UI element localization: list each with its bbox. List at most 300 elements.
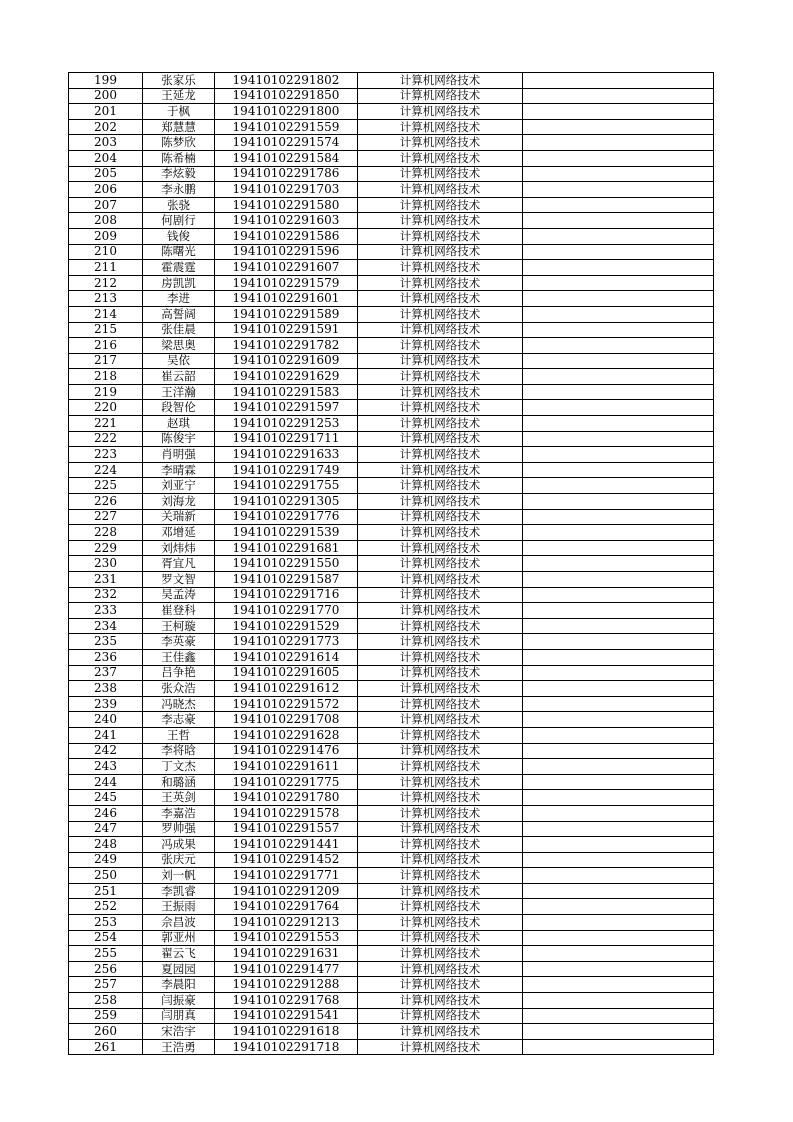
note-cell: [523, 431, 714, 447]
note-cell: [523, 88, 714, 104]
student-id-cell: 19410102291755: [215, 478, 358, 494]
student-id-cell: 19410102291631: [215, 946, 358, 962]
major-cell: 计算机网络技术: [358, 634, 523, 650]
student-name-cell: 陈俊宇: [143, 431, 215, 447]
student-id-cell: 19410102291589: [215, 306, 358, 322]
row-number-cell: 245: [69, 790, 143, 806]
student-name-cell: 陈曙光: [143, 244, 215, 260]
major-cell: 计算机网络技术: [358, 353, 523, 369]
student-id-cell: 19410102291800: [215, 104, 358, 120]
row-number-cell: 257: [69, 977, 143, 993]
major-cell: 计算机网络技术: [358, 135, 523, 151]
note-cell: [523, 1039, 714, 1055]
student-name-cell: 张家乐: [143, 73, 215, 89]
student-name-cell: 王哲: [143, 727, 215, 743]
table-row: [69, 821, 714, 837]
student-id-cell: 19410102291782: [215, 338, 358, 354]
student-id-cell: 19410102291305: [215, 494, 358, 510]
student-name-cell: 闫振豪: [143, 993, 215, 1009]
table-row: [69, 852, 714, 868]
table-row: [69, 338, 714, 354]
table-row: [69, 119, 714, 135]
student-id-cell: 19410102291681: [215, 540, 358, 556]
table-row: [69, 447, 714, 463]
table-row: [69, 353, 714, 369]
row-number-cell: 218: [69, 369, 143, 385]
note-cell: [523, 681, 714, 697]
student-name-cell: 丁文杰: [143, 759, 215, 775]
note-cell: [523, 291, 714, 307]
student-id-cell: 19410102291572: [215, 696, 358, 712]
table-row: [69, 88, 714, 104]
table-row: [69, 540, 714, 556]
student-name-cell: 崔登科: [143, 603, 215, 619]
major-cell: 计算机网络技术: [358, 993, 523, 1009]
row-number-cell: 240: [69, 712, 143, 728]
row-number-cell: 248: [69, 837, 143, 853]
table-row: [69, 478, 714, 494]
student-name-cell: 陈梦欣: [143, 135, 215, 151]
row-number-cell: 244: [69, 774, 143, 790]
table-row: [69, 868, 714, 884]
table-row: [69, 213, 714, 229]
major-cell: 计算机网络技术: [358, 587, 523, 603]
row-number-cell: 204: [69, 150, 143, 166]
table-row: [69, 665, 714, 681]
student-id-cell: 19410102291209: [215, 883, 358, 899]
table-row: [69, 727, 714, 743]
note-cell: [523, 946, 714, 962]
row-number-cell: 212: [69, 275, 143, 291]
note-cell: [523, 338, 714, 354]
note-cell: [523, 743, 714, 759]
major-cell: 计算机网络技术: [358, 977, 523, 993]
note-cell: [523, 244, 714, 260]
table-row: [69, 260, 714, 276]
row-number-cell: 241: [69, 727, 143, 743]
note-cell: [523, 993, 714, 1009]
major-cell: 计算机网络技术: [358, 821, 523, 837]
student-id-cell: 19410102291703: [215, 182, 358, 198]
note-cell: [523, 556, 714, 572]
row-number-cell: 237: [69, 665, 143, 681]
major-cell: 计算机网络技术: [358, 665, 523, 681]
student-id-cell: 19410102291614: [215, 649, 358, 665]
student-id-cell: 19410102291611: [215, 759, 358, 775]
table-row: [69, 166, 714, 182]
note-cell: [523, 1024, 714, 1040]
row-number-cell: 202: [69, 119, 143, 135]
note-cell: [523, 930, 714, 946]
major-cell: 计算机网络技术: [358, 119, 523, 135]
row-number-cell: 214: [69, 306, 143, 322]
student-name-cell: 李晨阳: [143, 977, 215, 993]
note-cell: [523, 540, 714, 556]
note-cell: [523, 306, 714, 322]
student-id-cell: 19410102291541: [215, 1008, 358, 1024]
table-row: [69, 993, 714, 1009]
student-id-cell: 19410102291770: [215, 603, 358, 619]
student-name-cell: 于枫: [143, 104, 215, 120]
student-id-cell: 19410102291253: [215, 416, 358, 432]
note-cell: [523, 462, 714, 478]
row-number-cell: 258: [69, 993, 143, 1009]
student-name-cell: 王洋瀚: [143, 384, 215, 400]
row-number-cell: 260: [69, 1024, 143, 1040]
major-cell: 计算机网络技术: [358, 338, 523, 354]
note-cell: [523, 618, 714, 634]
major-cell: 计算机网络技术: [358, 837, 523, 853]
table-row: [69, 759, 714, 775]
note-cell: [523, 447, 714, 463]
row-number-cell: 213: [69, 291, 143, 307]
row-number-cell: 223: [69, 447, 143, 463]
table-row: [69, 961, 714, 977]
major-cell: 计算机网络技术: [358, 759, 523, 775]
student-id-cell: 19410102291607: [215, 260, 358, 276]
student-name-cell: 李进: [143, 291, 215, 307]
student-name-cell: 段智伦: [143, 400, 215, 416]
row-number-cell: 220: [69, 400, 143, 416]
student-name-cell: 王柯璇: [143, 618, 215, 634]
note-cell: [523, 759, 714, 775]
student-id-cell: 19410102291596: [215, 244, 358, 260]
note-cell: [523, 369, 714, 385]
student-id-cell: 19410102291601: [215, 291, 358, 307]
note-cell: [523, 213, 714, 229]
student-id-cell: 19410102291578: [215, 805, 358, 821]
major-cell: 计算机网络技术: [358, 618, 523, 634]
row-number-cell: 227: [69, 509, 143, 525]
student-id-cell: 19410102291559: [215, 119, 358, 135]
major-cell: 计算机网络技术: [358, 322, 523, 338]
major-cell: 计算机网络技术: [358, 556, 523, 572]
row-number-cell: 211: [69, 260, 143, 276]
note-cell: [523, 634, 714, 650]
student-id-cell: 19410102291213: [215, 915, 358, 931]
row-number-cell: 210: [69, 244, 143, 260]
student-id-cell: 19410102291802: [215, 73, 358, 89]
major-cell: 计算机网络技术: [358, 712, 523, 728]
student-id-cell: 19410102291771: [215, 868, 358, 884]
table-row: [69, 322, 714, 338]
row-number-cell: 253: [69, 915, 143, 931]
table-row: [69, 244, 714, 260]
major-cell: 计算机网络技术: [358, 88, 523, 104]
row-number-cell: 229: [69, 540, 143, 556]
student-name-cell: 梁思奥: [143, 338, 215, 354]
row-number-cell: 222: [69, 431, 143, 447]
major-cell: 计算机网络技术: [358, 1008, 523, 1024]
row-number-cell: 243: [69, 759, 143, 775]
major-cell: 计算机网络技术: [358, 73, 523, 89]
table-row: [69, 525, 714, 541]
student-name-cell: 夏园园: [143, 961, 215, 977]
major-cell: 计算机网络技术: [358, 104, 523, 120]
student-id-cell: 19410102291850: [215, 88, 358, 104]
student-name-cell: 钱俊: [143, 228, 215, 244]
student-id-cell: 19410102291749: [215, 462, 358, 478]
row-number-cell: 199: [69, 73, 143, 89]
student-id-cell: 19410102291586: [215, 228, 358, 244]
major-cell: 计算机网络技术: [358, 961, 523, 977]
row-number-cell: 233: [69, 603, 143, 619]
row-number-cell: 256: [69, 961, 143, 977]
student-name-cell: 闫朋真: [143, 1008, 215, 1024]
row-number-cell: 246: [69, 805, 143, 821]
row-number-cell: 224: [69, 462, 143, 478]
major-cell: 计算机网络技术: [358, 494, 523, 510]
table-row: [69, 431, 714, 447]
student-name-cell: 邓增延: [143, 525, 215, 541]
table-row: [69, 712, 714, 728]
row-number-cell: 221: [69, 416, 143, 432]
major-cell: 计算机网络技术: [358, 228, 523, 244]
table-body: [69, 73, 714, 1055]
table-row: [69, 649, 714, 665]
student-id-cell: 19410102291557: [215, 821, 358, 837]
table-row: [69, 805, 714, 821]
student-name-cell: 王延龙: [143, 88, 215, 104]
row-number-cell: 205: [69, 166, 143, 182]
row-number-cell: 219: [69, 384, 143, 400]
row-number-cell: 261: [69, 1039, 143, 1055]
table-row: [69, 556, 714, 572]
student-name-cell: 肖明强: [143, 447, 215, 463]
student-name-cell: 刘海龙: [143, 494, 215, 510]
student-id-cell: 19410102291764: [215, 899, 358, 915]
table-row: [69, 572, 714, 588]
note-cell: [523, 416, 714, 432]
table-row: [69, 306, 714, 322]
table-row: [69, 509, 714, 525]
table-row: [69, 197, 714, 213]
major-cell: 计算机网络技术: [358, 572, 523, 588]
student-name-cell: 吴孟涛: [143, 587, 215, 603]
student-name-cell: 陈希楠: [143, 150, 215, 166]
major-cell: 计算机网络技术: [358, 182, 523, 198]
row-number-cell: 207: [69, 197, 143, 213]
table-row: [69, 790, 714, 806]
major-cell: 计算机网络技术: [358, 1039, 523, 1055]
row-number-cell: 208: [69, 213, 143, 229]
note-cell: [523, 525, 714, 541]
student-id-cell: 19410102291597: [215, 400, 358, 416]
student-id-cell: 19410102291587: [215, 572, 358, 588]
table-row: [69, 369, 714, 385]
note-cell: [523, 353, 714, 369]
table-row: [69, 104, 714, 120]
student-id-cell: 19410102291708: [215, 712, 358, 728]
major-cell: 计算机网络技术: [358, 275, 523, 291]
row-number-cell: 225: [69, 478, 143, 494]
note-cell: [523, 260, 714, 276]
table-row: [69, 462, 714, 478]
note-cell: [523, 197, 714, 213]
major-cell: 计算机网络技术: [358, 790, 523, 806]
student-name-cell: 李凯睿: [143, 883, 215, 899]
student-name-cell: 李炫毅: [143, 166, 215, 182]
major-cell: 计算机网络技术: [358, 306, 523, 322]
student-name-cell: 李晴霖: [143, 462, 215, 478]
student-id-cell: 19410102291574: [215, 135, 358, 151]
table-row: [69, 275, 714, 291]
student-name-cell: 和璐涵: [143, 774, 215, 790]
note-cell: [523, 509, 714, 525]
student-name-cell: 霍震霆: [143, 260, 215, 276]
table-row: [69, 494, 714, 510]
row-number-cell: 201: [69, 104, 143, 120]
student-name-cell: 崔云韶: [143, 369, 215, 385]
table-row: [69, 743, 714, 759]
table-row: [69, 837, 714, 853]
student-id-cell: 19410102291441: [215, 837, 358, 853]
major-cell: 计算机网络技术: [358, 478, 523, 494]
row-number-cell: 228: [69, 525, 143, 541]
major-cell: 计算机网络技术: [358, 805, 523, 821]
major-cell: 计算机网络技术: [358, 431, 523, 447]
major-cell: 计算机网络技术: [358, 774, 523, 790]
student-name-cell: 张骁: [143, 197, 215, 213]
student-id-cell: 19410102291583: [215, 384, 358, 400]
student-name-cell: 胥宜凡: [143, 556, 215, 572]
student-name-cell: 吕争艳: [143, 665, 215, 681]
major-cell: 计算机网络技术: [358, 883, 523, 899]
table-row: [69, 228, 714, 244]
row-number-cell: 238: [69, 681, 143, 697]
table-row: [69, 1008, 714, 1024]
table-row: [69, 681, 714, 697]
student-name-cell: 王振雨: [143, 899, 215, 915]
note-cell: [523, 119, 714, 135]
student-id-cell: 19410102291477: [215, 961, 358, 977]
student-id-cell: 19410102291529: [215, 618, 358, 634]
note-cell: [523, 1008, 714, 1024]
note-cell: [523, 696, 714, 712]
student-name-cell: 李嘉浩: [143, 805, 215, 821]
table-row: [69, 291, 714, 307]
note-cell: [523, 977, 714, 993]
student-id-cell: 19410102291603: [215, 213, 358, 229]
student-name-cell: 李将晗: [143, 743, 215, 759]
student-id-cell: 19410102291780: [215, 790, 358, 806]
table-row: [69, 135, 714, 151]
table-row: [69, 587, 714, 603]
student-name-cell: 郭亚州: [143, 930, 215, 946]
note-cell: [523, 384, 714, 400]
row-number-cell: 230: [69, 556, 143, 572]
note-cell: [523, 228, 714, 244]
student-name-cell: 佘昌波: [143, 915, 215, 931]
note-cell: [523, 104, 714, 120]
major-cell: 计算机网络技术: [358, 462, 523, 478]
student-name-cell: 李英豪: [143, 634, 215, 650]
table-row: [69, 73, 714, 89]
table-row: [69, 899, 714, 915]
major-cell: 计算机网络技术: [358, 1024, 523, 1040]
major-cell: 计算机网络技术: [358, 852, 523, 868]
student-id-cell: 19410102291591: [215, 322, 358, 338]
student-name-cell: 刘炜炜: [143, 540, 215, 556]
student-name-cell: 王浩勇: [143, 1039, 215, 1055]
student-id-cell: 19410102291605: [215, 665, 358, 681]
student-name-cell: 郑慧慧: [143, 119, 215, 135]
student-id-cell: 19410102291786: [215, 166, 358, 182]
student-name-cell: 关瑞新: [143, 509, 215, 525]
note-cell: [523, 665, 714, 681]
table-row: [69, 182, 714, 198]
major-cell: 计算机网络技术: [358, 244, 523, 260]
student-id-cell: 19410102291629: [215, 369, 358, 385]
major-cell: 计算机网络技术: [358, 603, 523, 619]
note-cell: [523, 883, 714, 899]
student-id-cell: 19410102291718: [215, 1039, 358, 1055]
table-row: [69, 1024, 714, 1040]
major-cell: 计算机网络技术: [358, 291, 523, 307]
student-name-cell: 李永鹏: [143, 182, 215, 198]
note-cell: [523, 150, 714, 166]
student-id-cell: 19410102291618: [215, 1024, 358, 1040]
note-cell: [523, 868, 714, 884]
student-name-cell: 高誓阔: [143, 306, 215, 322]
student-id-cell: 19410102291476: [215, 743, 358, 759]
major-cell: 计算机网络技术: [358, 649, 523, 665]
table-row: [69, 634, 714, 650]
student-id-cell: 19410102291550: [215, 556, 358, 572]
note-cell: [523, 727, 714, 743]
student-name-cell: 冯晓杰: [143, 696, 215, 712]
row-number-cell: 234: [69, 618, 143, 634]
table-row: [69, 883, 714, 899]
row-number-cell: 206: [69, 182, 143, 198]
table-row: [69, 915, 714, 931]
major-cell: 计算机网络技术: [358, 509, 523, 525]
note-cell: [523, 805, 714, 821]
row-number-cell: 215: [69, 322, 143, 338]
row-number-cell: 250: [69, 868, 143, 884]
student-id-cell: 19410102291612: [215, 681, 358, 697]
row-number-cell: 232: [69, 587, 143, 603]
row-number-cell: 209: [69, 228, 143, 244]
note-cell: [523, 494, 714, 510]
major-cell: 计算机网络技术: [358, 743, 523, 759]
student-id-cell: 19410102291579: [215, 275, 358, 291]
student-name-cell: 冯成果: [143, 837, 215, 853]
student-name-cell: 王佳鑫: [143, 649, 215, 665]
major-cell: 计算机网络技术: [358, 400, 523, 416]
student-id-cell: 19410102291633: [215, 447, 358, 463]
note-cell: [523, 837, 714, 853]
row-number-cell: 236: [69, 649, 143, 665]
note-cell: [523, 73, 714, 89]
note-cell: [523, 821, 714, 837]
table-row: [69, 150, 714, 166]
major-cell: 计算机网络技术: [358, 899, 523, 915]
student-id-cell: 19410102291711: [215, 431, 358, 447]
major-cell: 计算机网络技术: [358, 696, 523, 712]
table-row: [69, 618, 714, 634]
student-name-cell: 罗帅强: [143, 821, 215, 837]
major-cell: 计算机网络技术: [358, 384, 523, 400]
table-row: [69, 416, 714, 432]
row-number-cell: 203: [69, 135, 143, 151]
note-cell: [523, 478, 714, 494]
student-id-cell: 19410102291628: [215, 727, 358, 743]
major-cell: 计算机网络技术: [358, 213, 523, 229]
student-id-cell: 19410102291776: [215, 509, 358, 525]
row-number-cell: 200: [69, 88, 143, 104]
note-cell: [523, 275, 714, 291]
